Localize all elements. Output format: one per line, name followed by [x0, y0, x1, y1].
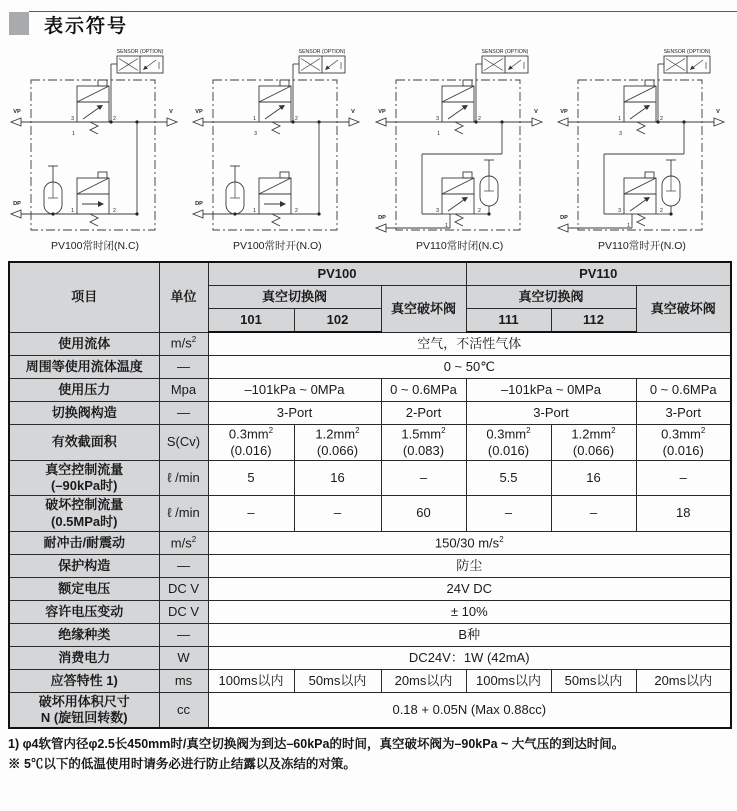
table-cell: B种	[208, 623, 731, 646]
sensor-label: SENSOR (OPTION)	[481, 49, 529, 55]
table-row	[9, 577, 731, 600]
table-cell: 50ms以内	[294, 669, 381, 692]
vp-port-icon	[558, 118, 568, 126]
footnote-1: 1) φ4软管内径φ2.5长450mm时/真空切换阀为到达–60kPa的时间，真空破坏阀为–90kPa ~ 大气压的到达时间。	[8, 737, 625, 752]
top-valve-port-right: 2	[113, 116, 116, 122]
table-cell: $0.3mm^2$ (0.016)	[466, 425, 551, 461]
model-header: 102	[294, 309, 381, 333]
table-cell: 16	[294, 460, 381, 496]
table-cell: 5.5	[466, 460, 551, 496]
diagram-3	[370, 44, 550, 253]
accumulator	[662, 160, 680, 206]
table-cell: –	[294, 496, 381, 532]
bottom-valve	[442, 172, 474, 226]
top-valve-port-right: 2	[295, 116, 299, 122]
valve-circuit-diagram	[552, 44, 732, 237]
break-valve-header: 真空破坏阀	[381, 286, 466, 333]
top-valve-port-left: 3	[435, 116, 439, 122]
row-label: 破坏控制流量 (0.5MPa时)	[9, 496, 159, 532]
top-valve	[624, 80, 656, 134]
table-row	[9, 460, 731, 496]
diagram-1	[5, 44, 185, 253]
top-valve-port-left: 1	[253, 116, 257, 122]
table-row	[9, 623, 731, 646]
row-label: 绝缘种类	[9, 623, 159, 646]
table-cell: –	[208, 496, 294, 532]
switch-valve-header: 真空切换阀	[208, 286, 381, 309]
table-cell: DC24V：1W (42mA)	[208, 646, 731, 669]
table-cell: 0 ~ 0.6MPa	[636, 379, 731, 402]
accumulator	[44, 166, 62, 214]
diagram-caption: PV100常时开(N.O)	[232, 240, 322, 252]
sensor-icon	[293, 49, 346, 122]
row-unit: ℓ /min	[159, 496, 208, 532]
bottom-valve	[624, 172, 656, 226]
row-unit: —	[159, 356, 208, 379]
table-cell: 0 ~ 0.6MPa	[381, 379, 466, 402]
table-row	[9, 356, 731, 379]
table-cell: 18	[636, 496, 731, 532]
sensor-label: SENSOR (OPTION)	[663, 49, 711, 55]
dp-port-label: DP	[560, 215, 568, 221]
table-cell: ± 10%	[208, 600, 731, 623]
table-cell: 防尘	[208, 554, 731, 577]
symbol-diagrams	[0, 42, 737, 253]
dp-port-label: DP	[377, 215, 386, 221]
table-row	[9, 646, 731, 669]
vp-port-icon	[11, 118, 21, 126]
vp-port-label: VP	[377, 109, 386, 115]
row-unit: S(Cv)	[159, 425, 208, 461]
bottom-valve-port-right: 2	[659, 208, 663, 214]
top-valve-port-bottom: 3	[254, 131, 258, 137]
table-row	[9, 379, 731, 402]
dp-port-icon	[558, 224, 568, 232]
table-cell: 0.18 + 0.05N (Max 0.88cc)	[208, 692, 731, 728]
model-header: 112	[551, 309, 636, 333]
table-row	[9, 531, 731, 554]
table-cell: $0.3mm^2$ (0.016)	[636, 425, 731, 461]
table-cell: $0.3mm^2$ (0.016)	[208, 425, 294, 461]
table-cell: $1.2mm^2$ (0.066)	[551, 425, 636, 461]
table-cell: 3-Port	[466, 402, 636, 425]
break-valve-header: 真空破坏阀	[636, 286, 731, 333]
col-header-unit: 单位	[159, 262, 208, 332]
diagram-caption: PV110常时闭(N.C)	[415, 240, 504, 252]
top-valve-port-left: 1	[618, 116, 621, 122]
row-label: 切换阀构造	[9, 402, 159, 425]
row-unit: —	[159, 623, 208, 646]
table-cell: 20ms以内	[636, 669, 731, 692]
top-valve-port-right: 2	[659, 116, 663, 122]
spec-table	[8, 261, 732, 729]
top-valve	[77, 80, 109, 134]
table-cell: 3-Port	[636, 402, 731, 425]
table-cell: 空气，不活性气体	[208, 332, 731, 356]
header-rule	[29, 11, 737, 12]
v-port-label: V	[533, 109, 538, 115]
valve-circuit-diagram	[370, 44, 550, 237]
row-label: 耐冲击/耐震动	[9, 531, 159, 554]
bottom-valve-port-bottom: 1	[444, 223, 448, 229]
vp-port-icon	[193, 118, 203, 126]
row-label: 消费电力	[9, 646, 159, 669]
series-header: PV110	[466, 262, 731, 286]
diagram-caption: PV110常时开(N.O)	[598, 240, 686, 252]
bottom-valve	[77, 172, 109, 226]
table-cell: 50ms以内	[551, 669, 636, 692]
v-port-label: V	[169, 109, 173, 115]
row-label: 周围等使用流体温度	[9, 356, 159, 379]
bottom-valve-port-right: 2	[295, 208, 299, 214]
sensor-icon	[658, 49, 711, 122]
bottom-valve-port-left: 1	[71, 208, 74, 214]
diagram-caption: PV100常时闭(N.C)	[50, 240, 140, 252]
table-row	[9, 425, 731, 461]
table-cell: 20ms以内	[381, 669, 466, 692]
row-unit: Mpa	[159, 379, 208, 402]
diagram-4	[552, 44, 732, 253]
table-cell: 2-Port	[381, 402, 466, 425]
row-label: 应答特性 1)	[9, 669, 159, 692]
bottom-valve-port-right: 2	[113, 208, 116, 214]
section-marker-icon	[9, 12, 29, 35]
table-cell: –	[636, 460, 731, 496]
bottom-valve-port-right: 2	[477, 208, 481, 214]
top-valve-port-bottom: 1	[436, 131, 440, 137]
table-cell: 150/30 $m/s^2$	[208, 531, 731, 554]
table-row	[9, 692, 731, 728]
table-row	[9, 554, 731, 577]
table-row	[9, 669, 731, 692]
dp-port-icon	[193, 210, 203, 218]
table-cell: $1.5mm^2$ (0.083)	[381, 425, 466, 461]
v-port-icon	[167, 118, 177, 126]
row-unit: —	[159, 402, 208, 425]
accumulator	[226, 166, 244, 214]
switch-valve-header: 真空切换阀	[466, 286, 636, 309]
vp-port-label: VP	[13, 109, 21, 115]
v-port-icon	[532, 118, 542, 126]
table-cell: 0 ~ 50℃	[208, 356, 731, 379]
row-label: 保护构造	[9, 554, 159, 577]
series-header: PV100	[208, 262, 466, 286]
v-port-icon	[349, 118, 359, 126]
valve-circuit-diagram	[5, 44, 185, 237]
bottom-valve-port-left: 1	[253, 208, 257, 214]
table-row	[9, 402, 731, 425]
boundary-box	[396, 80, 520, 230]
table-cell: 24V DC	[208, 577, 731, 600]
section-header	[0, 0, 737, 42]
v-port-label: V	[351, 109, 356, 115]
table-cell: –101kPa ~ 0MPa	[208, 379, 381, 402]
bottom-valve-port-left: 3	[435, 208, 439, 214]
row-label: 容许电压变动	[9, 600, 159, 623]
row-unit: W	[159, 646, 208, 669]
col-header-item: 项目	[9, 262, 159, 332]
table-cell: –	[466, 496, 551, 532]
bottom-valve	[259, 172, 291, 226]
row-label: 使用压力	[9, 379, 159, 402]
top-valve-port-left: 3	[71, 116, 74, 122]
sensor-label: SENSOR (OPTION)	[298, 49, 346, 55]
table-row	[9, 600, 731, 623]
table-cell: 100ms以内	[466, 669, 551, 692]
model-header: 101	[208, 309, 294, 333]
top-valve	[259, 80, 291, 134]
row-unit: $m/s^2$	[159, 332, 208, 356]
table-cell: –	[551, 496, 636, 532]
row-label: 破坏用体积尺寸 N (旋钮回转数)	[9, 692, 159, 728]
vp-port-label: VP	[195, 109, 204, 115]
table-cell: 16	[551, 460, 636, 496]
top-valve-port-bottom: 1	[72, 131, 75, 137]
row-unit: —	[159, 554, 208, 577]
top-valve-port-bottom: 3	[619, 131, 622, 137]
table-row	[9, 496, 731, 532]
page-title: 表示符号	[44, 16, 129, 37]
model-header: 111	[466, 309, 551, 333]
row-unit: DC V	[159, 577, 208, 600]
diagram-2	[187, 44, 367, 253]
table-cell: –101kPa ~ 0MPa	[466, 379, 636, 402]
table-row	[9, 332, 731, 356]
row-unit: DC V	[159, 600, 208, 623]
accumulator	[480, 160, 498, 206]
dp-port-label: DP	[195, 201, 204, 207]
dp-port-label: DP	[13, 201, 21, 207]
row-unit: ℓ /min	[159, 460, 208, 496]
table-cell: 5	[208, 460, 294, 496]
table-cell: $1.2mm^2$ (0.066)	[294, 425, 381, 461]
row-unit: cc	[159, 692, 208, 728]
row-label: 有效截面积	[9, 425, 159, 461]
top-valve	[442, 80, 474, 134]
sensor-icon	[111, 49, 164, 122]
row-unit: ms	[159, 669, 208, 692]
row-label: 额定电压	[9, 577, 159, 600]
footnote-2: ※ 5℃以下的低温使用时请务必进行防止结露以及冻结的对策。	[8, 756, 356, 771]
boundary-box	[578, 80, 702, 230]
dp-port-icon	[376, 224, 386, 232]
row-label: 使用流体	[9, 332, 159, 356]
table-cell: 100ms以内	[208, 669, 294, 692]
dp-port-icon	[11, 210, 21, 218]
sensor-icon	[476, 49, 529, 122]
vp-port-icon	[376, 118, 386, 126]
sensor-label: SENSOR (OPTION)	[116, 49, 164, 55]
valve-circuit-diagram	[187, 44, 367, 237]
table-cell: 60	[381, 496, 466, 532]
table-cell: –	[381, 460, 466, 496]
bottom-valve-port-bottom: 1	[627, 223, 630, 229]
top-valve-port-right: 2	[477, 116, 481, 122]
table-cell: 3-Port	[208, 402, 381, 425]
bottom-valve-port-left: 3	[618, 208, 621, 214]
v-port-icon	[714, 118, 724, 126]
vp-port-label: VP	[560, 109, 568, 115]
row-label: 真空控制流量 (–90kPa时)	[9, 460, 159, 496]
v-port-label: V	[716, 109, 720, 115]
footnotes	[8, 735, 731, 774]
row-unit: $m/s^2$	[159, 531, 208, 554]
